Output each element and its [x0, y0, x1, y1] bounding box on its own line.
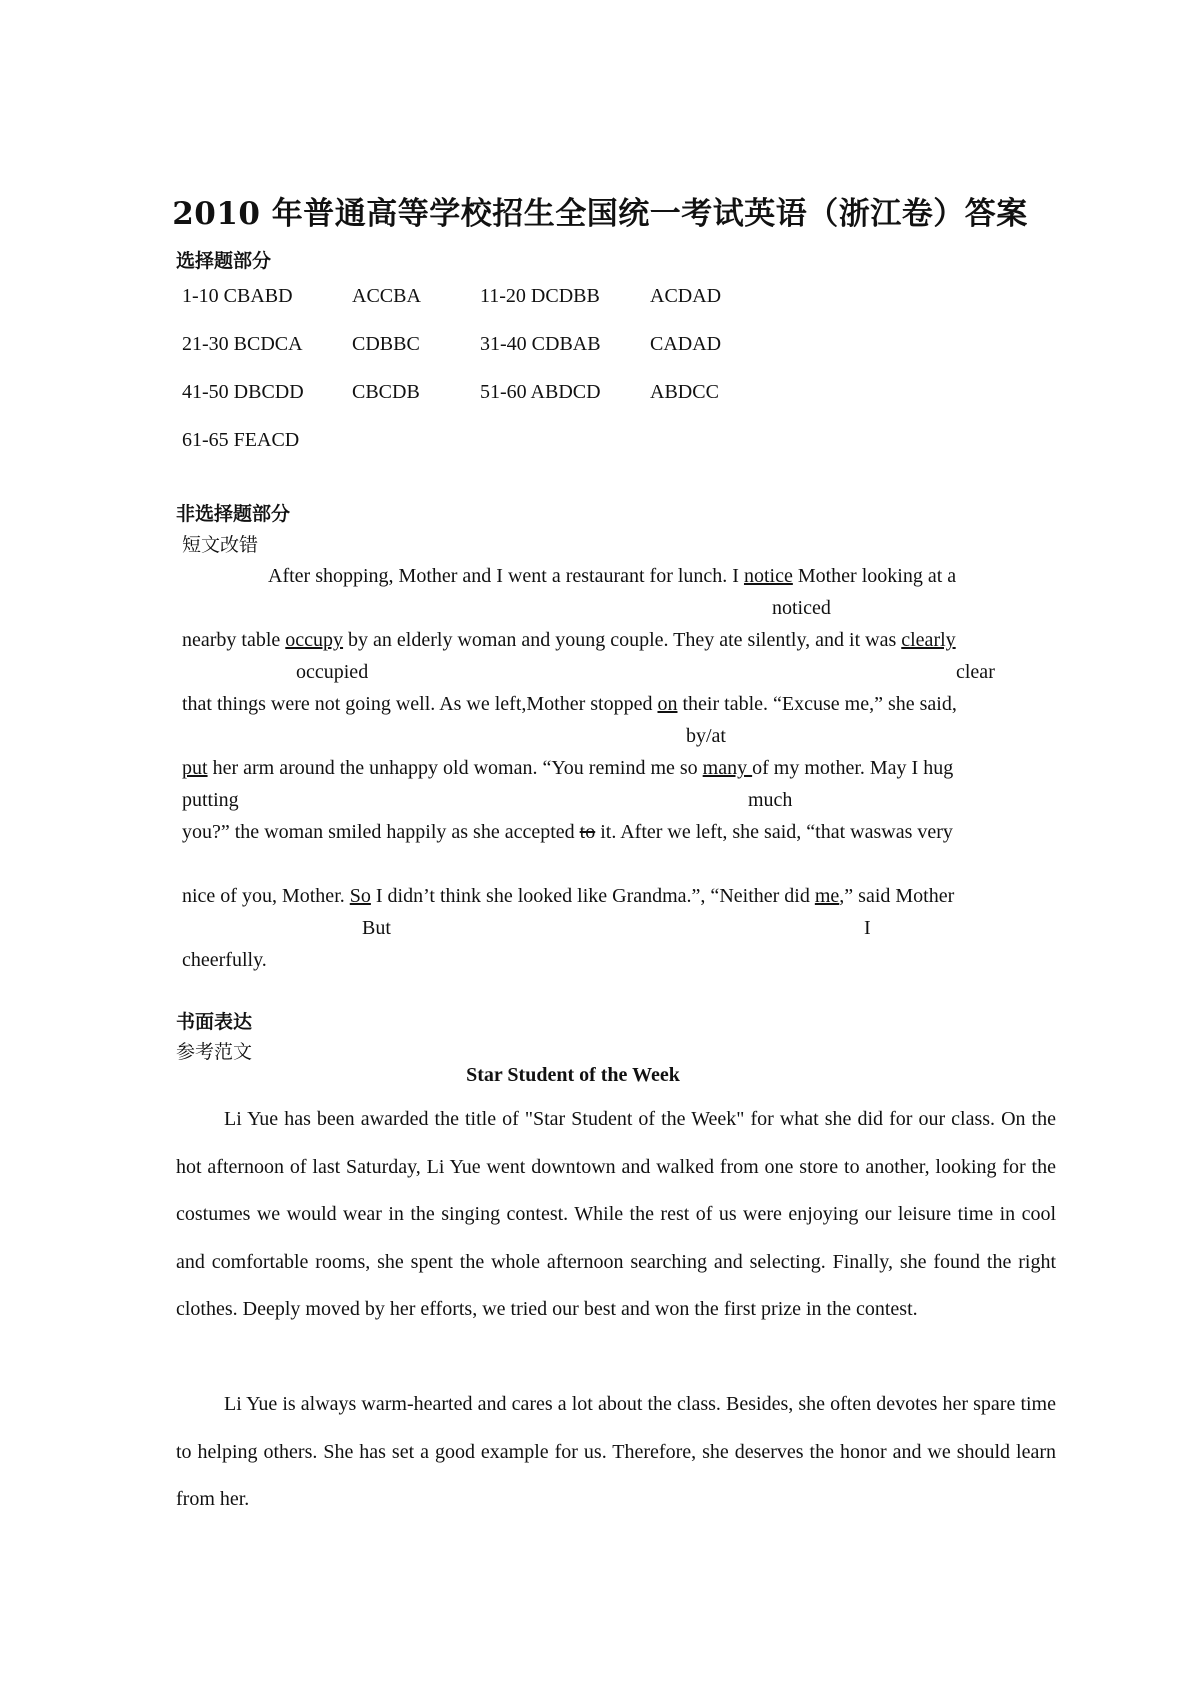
answer-cell: 41-50 DBCDD: [182, 381, 304, 403]
nonchoice-section-heading: 非选择题部分: [176, 503, 291, 525]
error-word: many: [702, 757, 753, 779]
correction: clear: [956, 661, 995, 683]
correction: But: [362, 917, 391, 939]
passage-line: you?” the woman smiled happily as she accepted to it. After we left, she said, “that waswas very: [182, 821, 953, 843]
correction: by/at: [686, 725, 726, 747]
answer-cell: 61-65 FEACD: [182, 429, 300, 451]
sample-heading: 参考范文: [176, 1041, 253, 1063]
answer-cell: ABDCC: [650, 381, 719, 403]
passage-line: cheerfully.: [182, 949, 267, 971]
answer-cell: CBCDB: [352, 381, 420, 403]
answer-cell: ACCBA: [352, 285, 421, 307]
answer-cell: 1-10 CBABD: [182, 285, 293, 307]
error-word: notice: [743, 565, 793, 587]
answer-cell: CADAD: [650, 333, 722, 355]
passage-line: nearby table occupy by an elderly woman and young couple. They ate silently, and it was clearly: [182, 629, 956, 651]
deleted-word: to: [579, 821, 596, 843]
proofreading-heading: 短文改错: [182, 534, 259, 556]
correction: putting: [182, 789, 239, 811]
error-word: So: [349, 885, 371, 907]
error-word: me: [814, 885, 840, 907]
page-title: 2010 年普通高等学校招生全国统一考试英语（浙江卷）答案: [172, 196, 1028, 232]
correction: much: [748, 789, 793, 811]
choice-section-heading: 选择题部分: [176, 250, 272, 272]
answer-cell: 51-60 ABDCD: [480, 381, 601, 403]
correction: noticed: [772, 597, 831, 619]
error-word: clearly: [901, 629, 956, 651]
essay-title: Star Student of the Week: [466, 1064, 680, 1086]
writing-heading: 书面表达: [176, 1011, 253, 1033]
error-word: on: [657, 693, 678, 715]
answer-cell: 31-40 CDBAB: [480, 333, 601, 355]
passage-line: nice of you, Mother. So I didn’t think she looked like Grandma.”, “Neither did me,” said Mother: [182, 885, 955, 907]
answer-cell: 11-20 DCDBB: [480, 285, 600, 307]
passage-line: put her arm around the unhappy old woman. “You remind me so many of my mother. May I hug: [182, 757, 954, 779]
essay-paragraph: Li Yue is always warm-hearted and cares a lot about the class. Besides, she often devotes her spare time to helping others. She has set a good example for us. Therefore, she deserves the honor and we should learn from her.: [176, 1393, 1056, 1510]
correction: occupied: [296, 661, 369, 683]
answer-cell: ACDAD: [650, 285, 722, 307]
passage-line: that things were not going well. As we left,Mother stopped on their table. “Excuse me,” she said,: [182, 693, 957, 715]
answer-cell: CDBBC: [352, 333, 420, 355]
correction: I: [864, 917, 871, 939]
answer-cell: 21-30 BCDCA: [182, 333, 303, 355]
error-word: put: [182, 757, 208, 779]
essay-paragraph: Li Yue has been awarded the title of "Star Student of the Week" for what she did for our class. On the hot afternoon of last Saturday, Li Yue went downtown and walked from one store to another, looking for the costumes we would wear in the singing contest. While the rest of us were enjoying our leisure time in cool and comfortable rooms, she spent the whole afternoon searching and selecting. Finally, she found the right clothes. Deeply moved by her efforts, we tried our best and won the first prize in the contest.: [176, 1108, 1056, 1320]
passage-line: After shopping, Mother and I went a restaurant for lunch. I notice Mother looking at a: [268, 565, 957, 587]
error-word: occupy: [285, 629, 344, 651]
